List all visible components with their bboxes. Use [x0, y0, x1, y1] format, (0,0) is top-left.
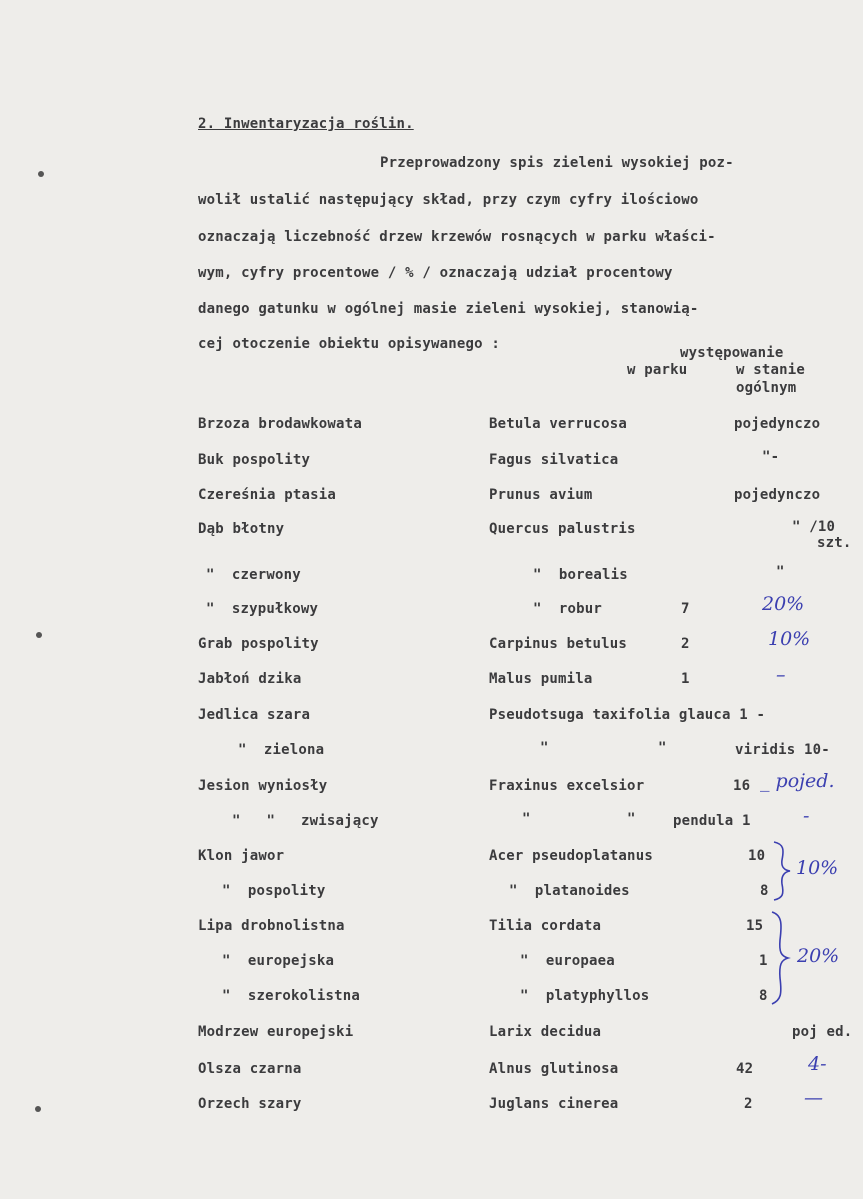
- table-cell-count: 1: [759, 953, 768, 969]
- table-cell-status: viridis 10-: [735, 742, 830, 758]
- table-cell-polish: Dąb błotny: [198, 521, 285, 537]
- table-cell-latin: Malus pumila: [489, 671, 593, 687]
- table-cell-polish: " czerwony: [206, 567, 301, 583]
- table-cell-polish: " zielona: [238, 742, 325, 758]
- table-cell-latin: Larix decidua: [489, 1024, 602, 1040]
- column-header-in-state: w stanie: [736, 362, 806, 378]
- table-cell-latin: Fraxinus excelsior: [489, 778, 645, 794]
- column-header-general: ogólnym: [736, 380, 797, 396]
- handwritten-note: 10%: [768, 628, 811, 650]
- table-cell-status: pojedynczo: [734, 487, 821, 503]
- table-cell-count: 7: [681, 601, 690, 617]
- intro-line: oznaczają liczebność drzew krzewów rosnących w parku właści-: [198, 229, 716, 245]
- table-cell-polish: Klon jawor: [198, 848, 285, 864]
- table-cell-polish: Modrzew europejski: [198, 1024, 354, 1040]
- handwritten-bracket: [770, 840, 796, 902]
- table-cell-status: " /10: [792, 519, 836, 535]
- table-cell-polish: Jedlica szara: [198, 707, 311, 723]
- table-cell-status: pojedynczo: [734, 416, 821, 432]
- table-cell-polish: Jesion wyniosły: [198, 778, 328, 794]
- table-cell-latin: Prunus avium: [489, 487, 593, 503]
- table-cell-status: ": [776, 564, 785, 580]
- handwritten-bracket: [768, 910, 794, 1006]
- table-cell-count: 2: [744, 1096, 753, 1112]
- table-cell-polish: Grab pospolity: [198, 636, 319, 652]
- table-cell-latin: Tilia cordata: [489, 918, 602, 934]
- table-cell-polish: Czereśnia ptasia: [198, 487, 337, 503]
- table-cell-count: 42: [736, 1061, 754, 1077]
- table-cell-polish: " pospolity: [222, 883, 326, 899]
- punch-hole-mark: [38, 171, 44, 177]
- table-cell-status: "-: [762, 449, 780, 465]
- handwritten-note: 20%: [797, 945, 840, 967]
- table-cell-polish: " europejska: [222, 953, 335, 969]
- table-cell-count: 2: [681, 636, 690, 652]
- column-header-in-park: w parku: [627, 362, 688, 378]
- table-cell-latin: " borealis: [533, 567, 628, 583]
- table-cell-polish: " " zwisający: [232, 813, 379, 829]
- table-cell-polish: Olsza czarna: [198, 1061, 302, 1077]
- handwritten-note: -: [803, 805, 810, 827]
- table-cell-polish: Buk pospolity: [198, 452, 311, 468]
- table-cell-count: 1: [681, 671, 690, 687]
- table-cell-latin: Alnus glutinosa: [489, 1061, 619, 1077]
- table-cell-latin: Carpinus betulus: [489, 636, 628, 652]
- table-cell-latin: " europaea: [520, 953, 615, 969]
- table-cell-count: 16: [733, 778, 751, 794]
- punch-hole-mark: [36, 632, 42, 638]
- table-cell-latin: Betula verrucosa: [489, 416, 628, 432]
- table-cell-unit: szt.: [817, 535, 852, 551]
- section-heading: 2. Inwentaryzacja roślin.: [198, 116, 414, 132]
- table-cell-polish: " szypułkowy: [206, 601, 319, 617]
- column-header-occurrence: występowanie: [680, 345, 784, 361]
- table-cell-latin: " platanoides: [509, 883, 630, 899]
- handwritten-note: —: [804, 1087, 823, 1109]
- intro-line: wolił ustalić następujący skład, przy czym cyfry ilościowo: [198, 192, 699, 208]
- table-cell-latin: " robur: [533, 601, 603, 617]
- table-cell-latin: ": [540, 740, 549, 756]
- table-cell-count: 8: [760, 883, 769, 899]
- intro-line: wym, cyfry procentowe / % / oznaczają udział procentowy: [198, 265, 673, 281]
- table-cell-polish: Jabłoń dzika: [198, 671, 302, 687]
- table-cell-polish: Brzoza brodawkowata: [198, 416, 362, 432]
- handwritten-note: 10%: [796, 857, 839, 879]
- table-cell-status: poj ed.: [792, 1024, 853, 1040]
- table-cell-polish: Orzech szary: [198, 1096, 302, 1112]
- table-cell-latin: Juglans cinerea: [489, 1096, 619, 1112]
- table-cell-count: 10: [748, 848, 766, 864]
- table-cell-latin: " platyphyllos: [520, 988, 650, 1004]
- table-cell-count: 8: [759, 988, 768, 1004]
- table-cell-latin: Acer pseudoplatanus: [489, 848, 653, 864]
- table-cell-latin: Fagus silvatica: [489, 452, 619, 468]
- table-cell-polish: " szerokolistna: [222, 988, 361, 1004]
- table-cell-count: ": [627, 811, 636, 827]
- handwritten-note: _ pojed.: [760, 770, 835, 792]
- handwritten-note: –: [776, 664, 786, 686]
- table-cell-polish: Lipa drobnolistna: [198, 918, 345, 934]
- intro-line: Przeprowadzony spis zieleni wysokiej poz-: [380, 155, 734, 171]
- handwritten-note: 4-: [808, 1053, 827, 1075]
- table-cell-count: 15: [746, 918, 764, 934]
- handwritten-note: 20%: [762, 593, 805, 615]
- table-cell-count: ": [658, 740, 667, 756]
- intro-line: danego gatunku w ogólnej masie zieleni wysokiej, stanowią-: [198, 301, 699, 317]
- table-cell-latin: ": [522, 811, 531, 827]
- table-cell-latin: Pseudotsuga taxifolia glauca 1 -: [489, 707, 766, 723]
- intro-line: cej otoczenie obiektu opisywanego :: [198, 336, 501, 352]
- table-cell-latin: Quercus palustris: [489, 521, 636, 537]
- table-cell-status: pendula 1: [673, 813, 751, 829]
- punch-hole-mark: [35, 1106, 41, 1112]
